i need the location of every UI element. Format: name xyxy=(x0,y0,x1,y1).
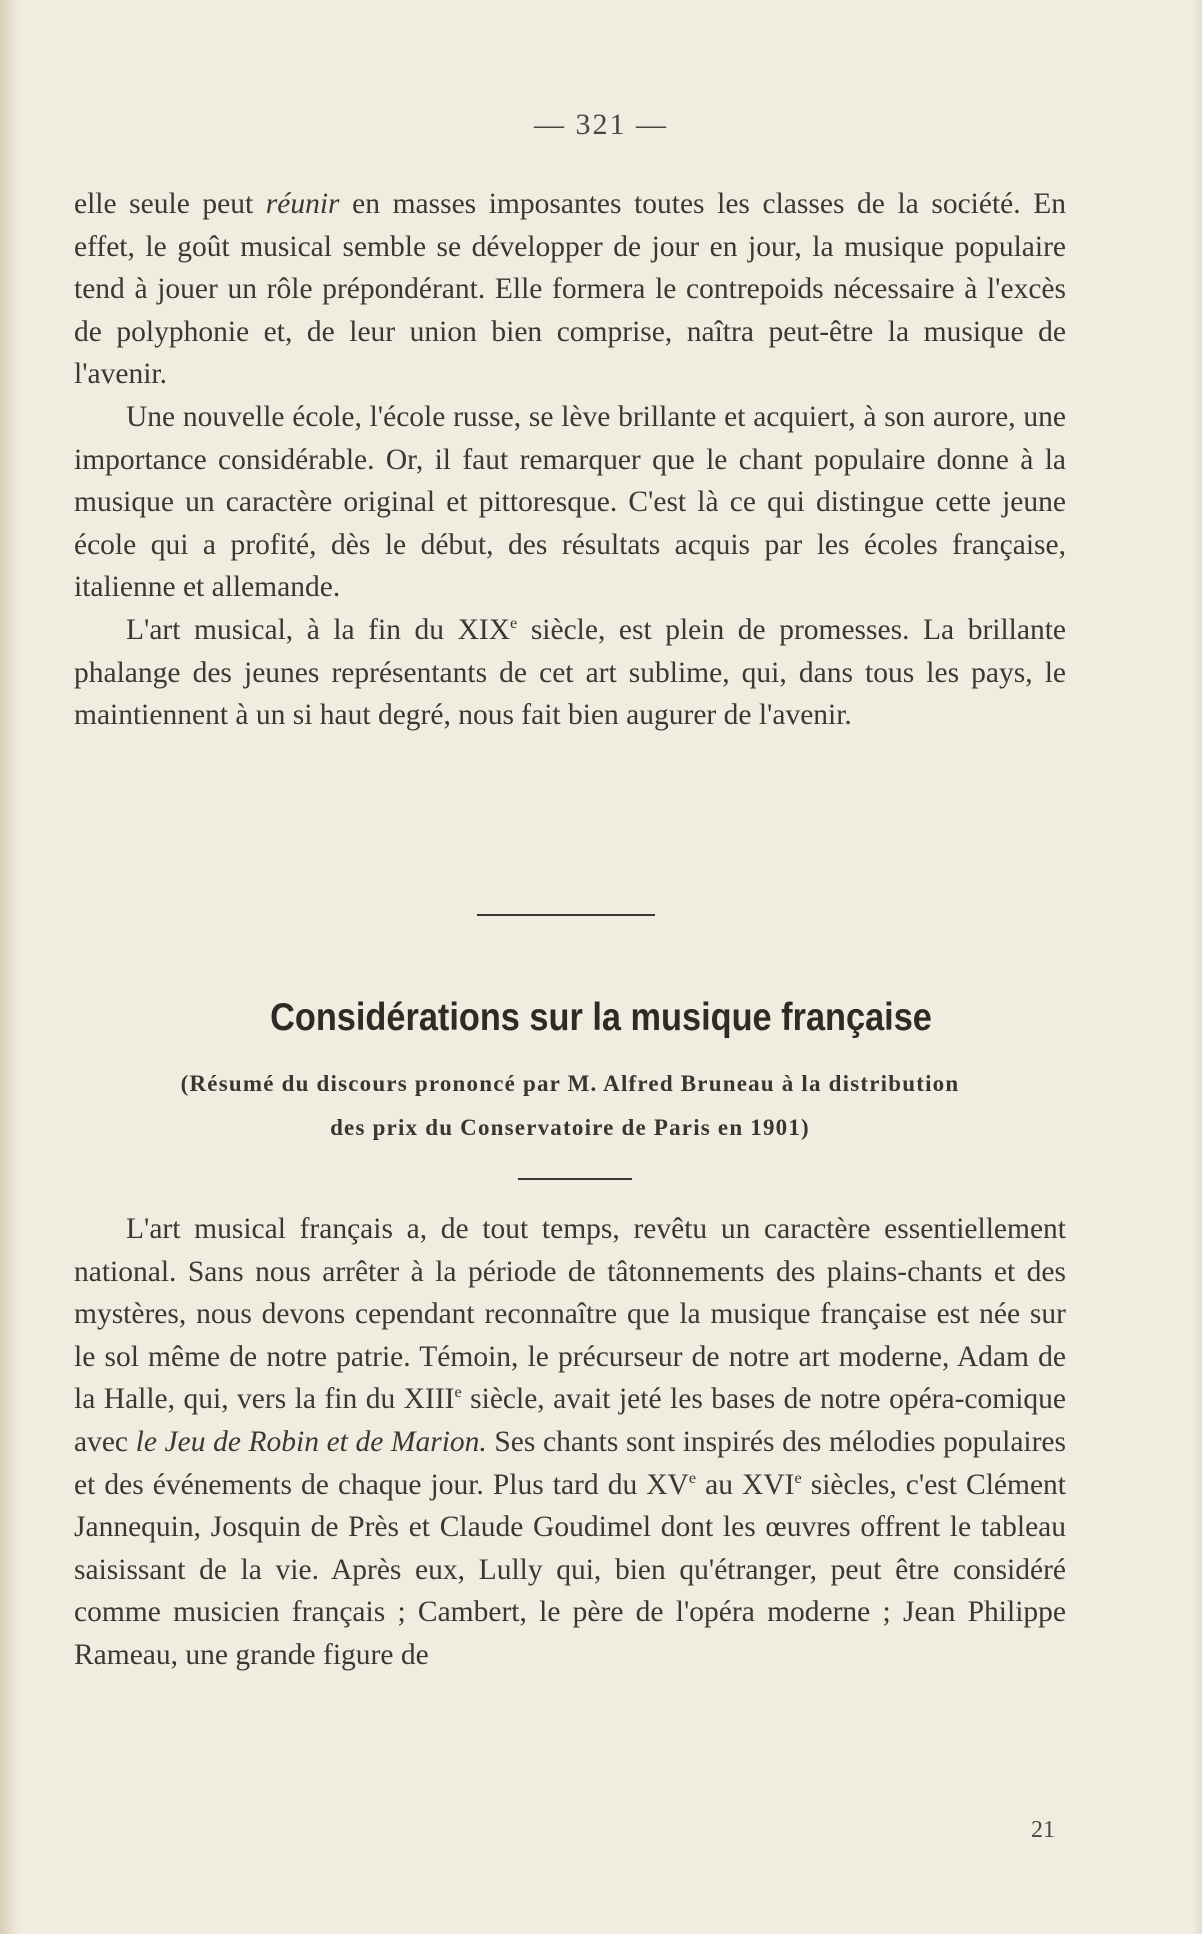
section2-paragraph-1: L'art musical français a, de tout temps, revêtu un caractère essentiellement national. Sans nous arrêter à la période de tâtonnements des plains-chants et des mystères, nous devons cependant reconnaître que la musique française est née sur le sol même de notre patrie. Témoin, le précurseur de notre art moderne, Adam de la Halle, qui, vers la fin du XIIIe siècle, avait jeté les bases de notre opéra-comique avec le Jeu de Robin et de Marion. Ses chants sont inspirés des mélodies populaires et des événements de chaque jour. Plus tard du XVe au XVIe siècles, c'est Clément Jannequin, Josquin de Près et Claude Goudimel dont les œuvres offrent le tableau saisissant de la vie. Après eux, Lully qui, bien qu'étranger, peut être considéré comme musicien français ; Cambert, le père de l'opéra moderne ; Jean Philippe Rameau, une grande figure de xyxy=(74,1213,1067,1671)
section1-paragraph-1: elle seule peut réunir en masses imposantes toutes les classes de la société. En effet, le goût musical semble se développer de jour en jour, la musique populaire tend à jouer un rôle prépondérant. Elle formera le contrepoids nécessaire à l'excès de polyphonie et, de leur union bien comprise, naîtra peut-être la musique de l'avenir. xyxy=(74,188,1066,391)
page-number: 21 xyxy=(1031,1817,1055,1843)
section-subtitle-line-2: des prix du Conservatoire de Paris en 1901) xyxy=(330,1115,810,1140)
page-right-edge xyxy=(1192,0,1202,1934)
section1-paragraph-2: Une nouvelle école, l'école russe, se lève brillante et acquiert, à son aurore, une importance considérable. Or, il faut remarquer que le chant populaire donne à la musique un caractère original et pittoresque. C'est là ce qui distingue cette jeune école qui a profité, dès le début, des résultats acquis par les écoles française, italienne et allemande. xyxy=(74,400,1066,604)
section1-paragraph-3: L'art musical, à la fin du XIXe siècle, est plein de promesses. La brillante phalange des jeunes représentants de cet art sublime, qui, dans tous les pays, le maintiennent à un si haut degré, nous fait bien augurer de l'avenir. xyxy=(74,613,1066,732)
section-subtitle-line-1: (Résumé du discours prononcé par M. Alfred Bruneau à la distribution xyxy=(180,1071,960,1096)
section-title: Considérations sur la musique française xyxy=(270,996,932,1039)
section-divider-rule xyxy=(477,914,655,916)
subtitle-divider-rule xyxy=(518,1178,632,1180)
section1-body xyxy=(74,183,1066,737)
page-binding-edge xyxy=(0,0,22,1934)
section2-body xyxy=(74,1208,1066,1677)
running-header: — 321 — xyxy=(534,108,668,141)
